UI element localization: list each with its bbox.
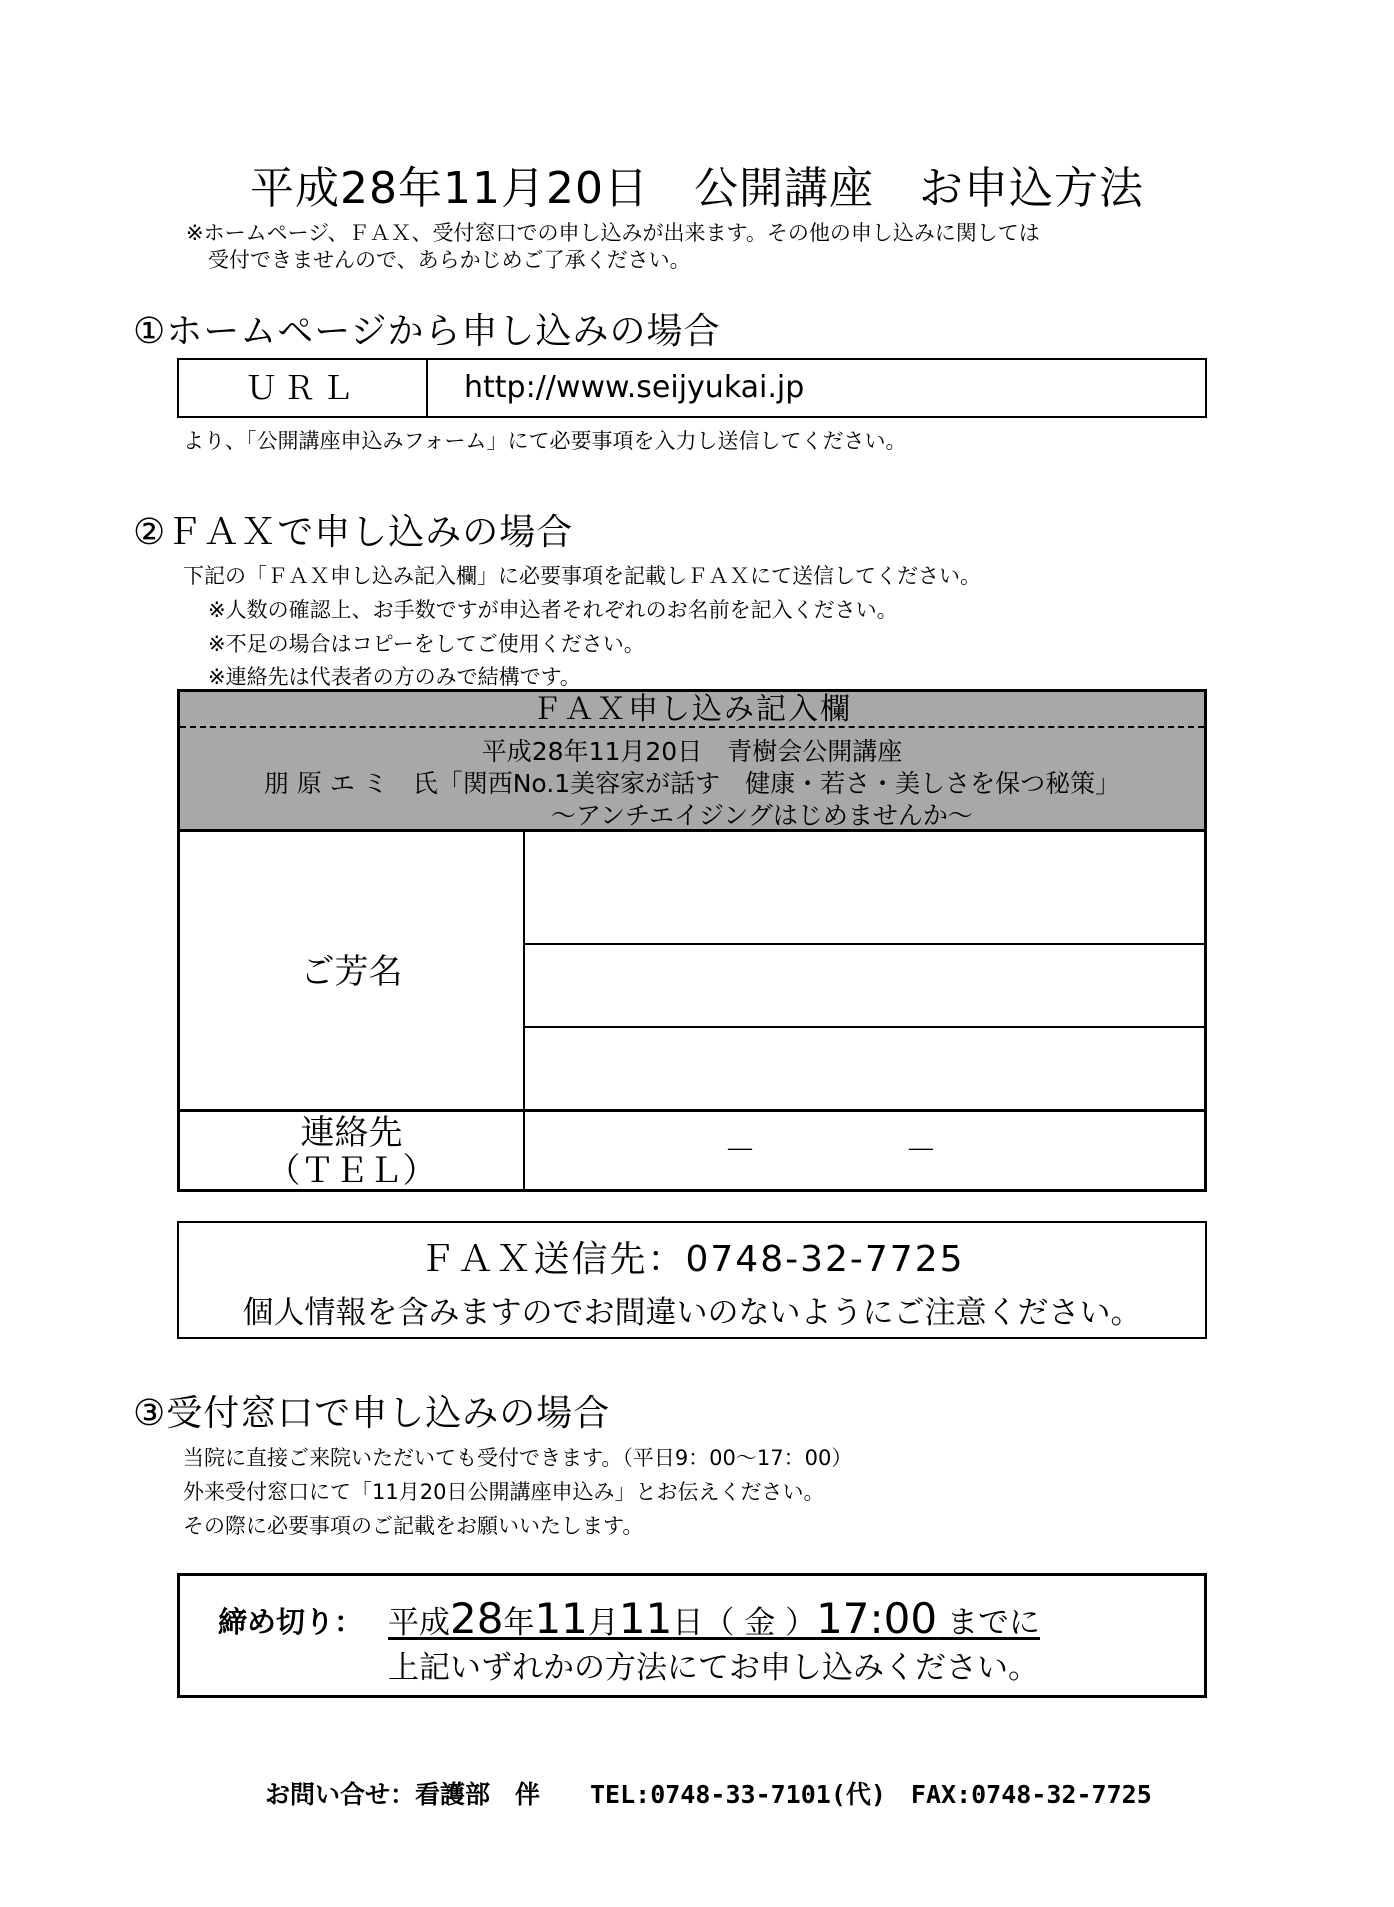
intro-note-line1: ※ホームページ、ＦＡＸ、受付窓口での申し込みが出来ます。その他の申し込みに関しては (186, 221, 1040, 245)
section2-note: ※連絡先は代表者の方のみで結構です。 (208, 665, 581, 689)
tel-label-line1: 連絡先 (300, 1113, 403, 1153)
section2-note: ※人数の確認上、お手数ですが申込者それぞれのお名前を記入ください。 (208, 598, 898, 622)
deadline-day: 11 (618, 1594, 673, 1643)
deadline-nen: 年 (503, 1605, 535, 1641)
deadline-label: 締め切り： (218, 1605, 364, 1639)
deadline-suffix: までに (937, 1605, 1040, 1641)
deadline-instruction: 上記いずれかの方法にてお申し込みください。 (388, 1650, 1039, 1686)
lecture-subtitle: ～アンチエイジングはじめませんか～ (551, 801, 973, 830)
page-title: 平成28年11月20日 公開講座 お申込方法 (250, 163, 1144, 214)
section1-note: より、「公開講座申込みフォーム」にて必要事項を入力し送信してください。 (183, 429, 907, 453)
tel-dash: － (905, 1131, 938, 1169)
name-label-cell (180, 832, 525, 1112)
url-label: ＵＲＬ (179, 360, 428, 416)
fax-caution: 個人情報を含みますのでお間違いのないようにご注意ください。 (242, 1295, 1142, 1331)
section1-heading: ①ホームページから申し込みの場合 (133, 311, 721, 352)
deadline-month: 11 (534, 1594, 588, 1643)
deadline-date (388, 1594, 1040, 1643)
url-table (177, 358, 1207, 418)
deadline-weekday: 日（ 金 ） (672, 1605, 817, 1641)
tel-label-cell (180, 1112, 525, 1192)
section2-note: ※不足の場合はコピーをしてご使用ください。 (208, 632, 645, 656)
fax-destination-number: ＦＡＸ送信先：0748-32-7725 (419, 1239, 965, 1280)
name-input-row[interactable] (527, 1028, 1205, 1110)
section3-line: 外来受付窓口にて「11月20日公開講座申込み」とお伝えください。 (183, 1480, 825, 1504)
contact-info: お問い合せ：看護部 伴 TEL:0748-33-7101(代) FAX:0748-32-7725 (265, 1780, 1152, 1809)
lecture-title: 朋 原 エ ミ 氏「関西No.1美容家が話す 健康・若さ・美しさを保つ秘策」 (263, 769, 1121, 798)
deadline-era: 平成 (388, 1605, 450, 1641)
section2-heading: ②ＦＡＸで申し込みの場合 (133, 512, 574, 553)
deadline-tsuki: 月 (587, 1605, 619, 1641)
tel-input[interactable] (527, 1112, 1205, 1190)
deadline-year: 28 (450, 1594, 504, 1643)
fax-destination-box (177, 1221, 1207, 1339)
section3-line: その際に必要事項のご記載をお願いいたします。 (183, 1514, 644, 1538)
section3-heading: ③受付窓口で申し込みの場合 (133, 1393, 611, 1434)
tel-dash: － (724, 1131, 757, 1169)
deadline-box (177, 1573, 1207, 1698)
intro-note-line2: 受付できませんので、あらかじめご了承ください。 (208, 248, 691, 272)
fax-entry-form (177, 689, 1207, 1192)
lecture-date: 平成28年11月20日 青樹会公開講座 (481, 737, 903, 766)
fax-form-header (180, 692, 1204, 832)
name-input-row[interactable] (527, 945, 1205, 1025)
fax-form-title: ＦＡＸ申し込み記入欄 (180, 692, 1204, 728)
tel-label-line2: （ＴＥＬ） (266, 1151, 437, 1191)
section3-line: 当院に直接ご来院いただいても受付できます。（平日9：00～17：00） (183, 1446, 853, 1470)
name-label: ご芳名 (300, 952, 403, 992)
section2-note: 下記の「ＦＡＸ申し込み記入欄」に必要事項を記載しＦＡＸにて送信してください。 (183, 564, 981, 588)
name-input-row[interactable] (527, 834, 1205, 941)
url-link[interactable]: http://www.seijyukai.jp (464, 370, 805, 405)
deadline-time: 17:00 (816, 1594, 938, 1643)
